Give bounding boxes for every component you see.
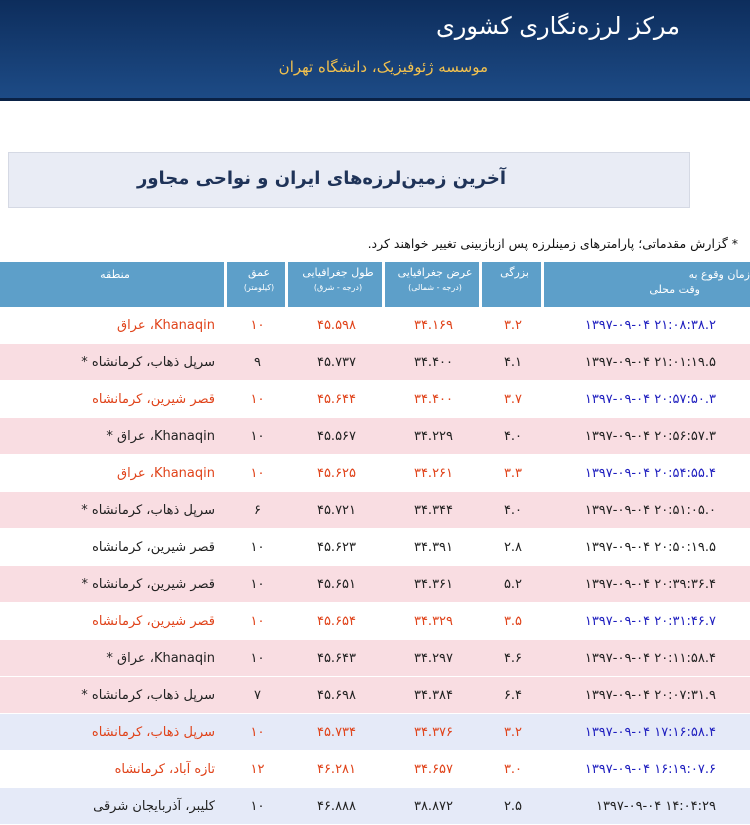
magnitude-cell: ۴.۱ (482, 344, 544, 381)
section-title: آخرین زمین‌لرزه‌های ایران و نواحی مجاور (136, 168, 506, 189)
table-row (0, 344, 750, 381)
table-row (0, 307, 750, 344)
time-cell: ۱۳۹۷-۰۹-۰۴ ۲۰:۵۷:۵۰.۳ (544, 381, 750, 418)
col-region: منطقه (0, 262, 227, 307)
latitude-cell: ۳۴.۲۹۷ (385, 640, 482, 677)
magnitude-cell: ۳.۲ (482, 307, 544, 344)
table-row (0, 418, 750, 455)
longitude-cell: ۴۵.۷۳۴ (288, 714, 385, 751)
depth-cell: ۷ (227, 677, 288, 714)
col-magnitude: بزرگی (482, 262, 544, 307)
latitude-cell: ۳۴.۳۶۱ (385, 566, 482, 603)
region-cell: Khanaqin، عراق * (0, 418, 227, 455)
longitude-cell: ۴۵.۶۵۴ (288, 603, 385, 640)
magnitude-cell: ۴.۶ (482, 640, 544, 677)
longitude-cell: ۴۵.۶۴۳ (288, 640, 385, 677)
time-cell: ۱۳۹۷-۰۹-۰۴ ۲۰:۵۱:۰۵.۰ (544, 492, 750, 529)
magnitude-cell: ۳.۰ (482, 751, 544, 788)
site-header (0, 0, 750, 101)
region-cell: Khanaqin، عراق (0, 455, 227, 492)
magnitude-cell: ۵.۲ (482, 566, 544, 603)
time-cell: ۱۳۹۷-۰۹-۰۴ ۲۱:۰۱:۱۹.۵ (544, 344, 750, 381)
longitude-cell: ۴۵.۶۲۳ (288, 529, 385, 566)
magnitude-cell: ۶.۴ (482, 677, 544, 714)
magnitude-cell: ۳.۷ (482, 381, 544, 418)
region-cell: سرپل ذهاب، کرمانشاه * (0, 677, 227, 714)
time-cell: ۱۳۹۷-۰۹-۰۴ ۲۱:۰۸:۳۸.۲ (544, 307, 750, 344)
time-cell: ۱۳۹۷-۰۹-۰۴ ۲۰:۵۰:۱۹.۵ (544, 529, 750, 566)
depth-cell: ۱۰ (227, 603, 288, 640)
table-header-row (0, 262, 750, 307)
time-cell: ۱۳۹۷-۰۹-۰۴ ۲۰:۳۹:۳۶.۴ (544, 566, 750, 603)
time-cell: ۱۳۹۷-۰۹-۰۴ ۱۶:۱۹:۰۷.۶ (544, 751, 750, 788)
latitude-cell: ۳۴.۳۸۴ (385, 677, 482, 714)
longitude-cell: ۴۵.۶۲۵ (288, 455, 385, 492)
latitude-cell: ۳۴.۲۶۱ (385, 455, 482, 492)
depth-cell: ۱۰ (227, 418, 288, 455)
preliminary-notice: * گزارش مقدماتی؛ پارامترهای زمینلرزه پس ازبازبینی تغییر خواهند کرد. (367, 236, 738, 251)
section-banner (8, 152, 690, 208)
longitude-cell: ۴۶.۸۸۸ (288, 788, 385, 825)
site-title: مرکز لرزه‌نگاری کشوری (436, 12, 680, 40)
magnitude-cell: ۴.۰ (482, 492, 544, 529)
region-cell: قصر شیرین، کرمانشاه (0, 603, 227, 640)
latitude-cell: ۳۴.۳۹۱ (385, 529, 482, 566)
table-row (0, 751, 750, 788)
longitude-cell: ۴۵.۵۹۸ (288, 307, 385, 344)
longitude-cell: ۴۶.۲۸۱ (288, 751, 385, 788)
magnitude-cell: ۲.۵ (482, 788, 544, 825)
depth-cell: ۱۰ (227, 714, 288, 751)
latitude-cell: ۳۴.۳۷۶ (385, 714, 482, 751)
table-row (0, 455, 750, 492)
depth-cell: ۱۰ (227, 640, 288, 677)
depth-cell: ۱۰ (227, 788, 288, 825)
latitude-cell: ۳۸.۸۷۲ (385, 788, 482, 825)
latitude-cell: ۳۴.۲۲۹ (385, 418, 482, 455)
col-depth: عمق (کیلومتر) (227, 262, 288, 307)
depth-cell: ۱۰ (227, 307, 288, 344)
longitude-cell: ۴۵.۷۳۷ (288, 344, 385, 381)
table-row (0, 788, 750, 825)
col-time: زمان وقوع به وقت محلی (544, 262, 750, 307)
depth-cell: ۱۰ (227, 566, 288, 603)
table-row (0, 492, 750, 529)
table-row (0, 381, 750, 418)
depth-cell: ۹ (227, 344, 288, 381)
depth-cell: ۱۰ (227, 529, 288, 566)
region-cell: Khanaqin، عراق * (0, 640, 227, 677)
latitude-cell: ۳۴.۴۰۰ (385, 344, 482, 381)
longitude-cell: ۴۵.۶۵۱ (288, 566, 385, 603)
time-cell: ۱۳۹۷-۰۹-۰۴ ۲۰:۰۷:۳۱.۹ (544, 677, 750, 714)
depth-cell: ۶ (227, 492, 288, 529)
latitude-cell: ۳۴.۳۴۴ (385, 492, 482, 529)
depth-cell: ۱۰ (227, 455, 288, 492)
region-cell: Khanaqin، عراق (0, 307, 227, 344)
region-cell: قصر شیرین، کرمانشاه * (0, 566, 227, 603)
col-latitude: عرض جغرافیایی (درجه - شمالی) (385, 262, 482, 307)
longitude-cell: ۴۵.۶۴۴ (288, 381, 385, 418)
region-cell: سرپل ذهاب، کرمانشاه * (0, 492, 227, 529)
table-row (0, 566, 750, 603)
latitude-cell: ۳۴.۱۶۹ (385, 307, 482, 344)
latitude-cell: ۳۴.۳۲۹ (385, 603, 482, 640)
magnitude-cell: ۲.۸ (482, 529, 544, 566)
region-cell: قصر شیرین، کرمانشاه (0, 529, 227, 566)
time-cell: ۱۳۹۷-۰۹-۰۴ ۲۰:۳۱:۴۶.۷ (544, 603, 750, 640)
latitude-cell: ۳۴.۶۵۷ (385, 751, 482, 788)
magnitude-cell: ۳.۳ (482, 455, 544, 492)
latitude-cell: ۳۴.۴۰۰ (385, 381, 482, 418)
earthquake-table (0, 262, 750, 825)
magnitude-cell: ۳.۲ (482, 714, 544, 751)
magnitude-cell: ۴.۰ (482, 418, 544, 455)
region-cell: سرپل ذهاب، کرمانشاه * (0, 344, 227, 381)
table-row (0, 714, 750, 751)
depth-cell: ۱۰ (227, 381, 288, 418)
table-row (0, 640, 750, 677)
time-cell: ۱۳۹۷-۰۹-۰۴ ۲۰:۵۴:۵۵.۴ (544, 455, 750, 492)
magnitude-cell: ۳.۵ (482, 603, 544, 640)
region-cell: قصر شیرین، کرمانشاه (0, 381, 227, 418)
col-longitude: طول جغرافیایی (درجه - شرق) (288, 262, 385, 307)
region-cell: سرپل ذهاب، کرمانشاه (0, 714, 227, 751)
table-row (0, 677, 750, 714)
time-cell: ۱۳۹۷-۰۹-۰۴ ۲۰:۵۶:۵۷.۳ (544, 418, 750, 455)
site-subtitle: موسسه ژئوفیزیک، دانشگاه تهران (278, 58, 488, 76)
region-cell: کلیبر، آذربایجان شرقی (0, 788, 227, 825)
region-cell: تازه آباد، کرمانشاه (0, 751, 227, 788)
depth-cell: ۱۲ (227, 751, 288, 788)
longitude-cell: ۴۵.۶۹۸ (288, 677, 385, 714)
time-cell: ۱۳۹۷-۰۹-۰۴ ۱۴:۰۴:۲۹ (544, 788, 750, 825)
longitude-cell: ۴۵.۷۲۱ (288, 492, 385, 529)
table-row (0, 603, 750, 640)
table-row (0, 529, 750, 566)
time-cell: ۱۳۹۷-۰۹-۰۴ ۱۷:۱۶:۵۸.۴ (544, 714, 750, 751)
longitude-cell: ۴۵.۵۶۷ (288, 418, 385, 455)
time-cell: ۱۳۹۷-۰۹-۰۴ ۲۰:۱۱:۵۸.۴ (544, 640, 750, 677)
